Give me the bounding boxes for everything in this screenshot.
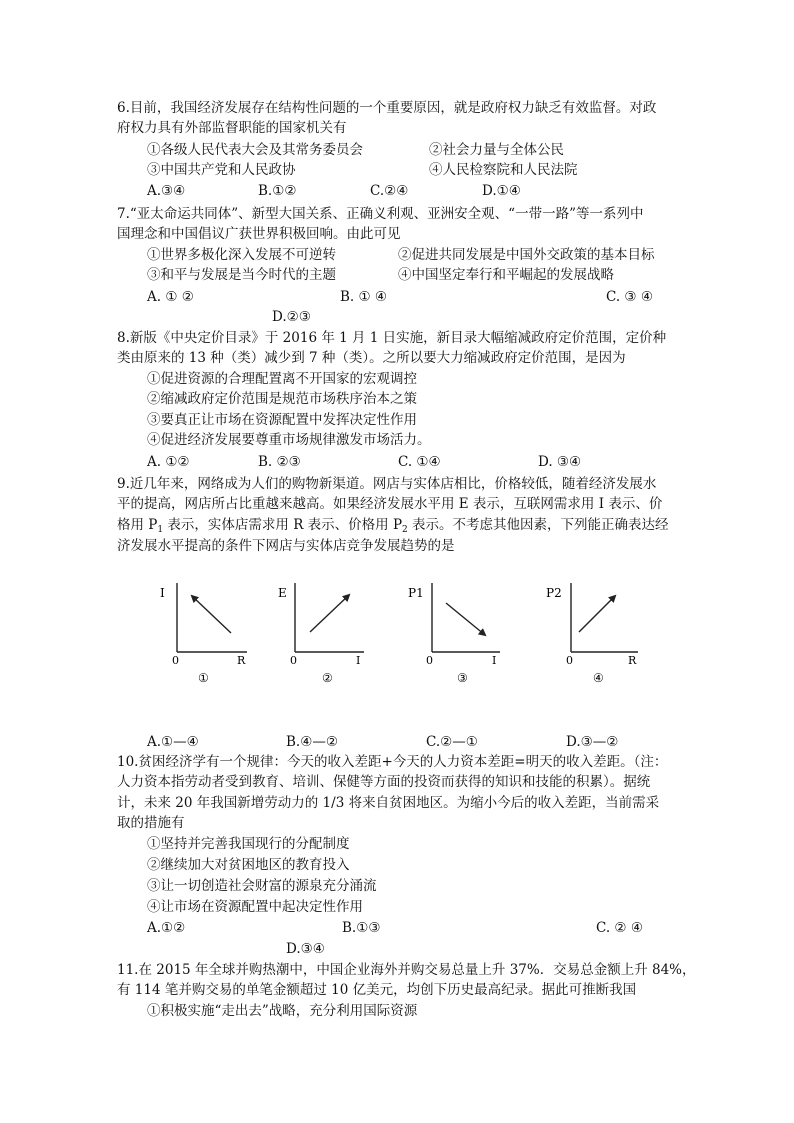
q6-stem-line2: 府权力具有外部监督职能的国家机关有 xyxy=(117,120,347,136)
q10-answer-d: D.③④ xyxy=(286,941,325,957)
graph-1-trend-arrow xyxy=(192,596,231,633)
graph-2-trend-arrow xyxy=(310,595,349,632)
q9-answer-b: B.④—② xyxy=(286,734,338,750)
graph-1-x-label: R xyxy=(237,654,246,667)
graph-4 xyxy=(546,583,638,685)
q8-option-2: ②缩减政府定价范围是规范市场秩序治本之策 xyxy=(147,391,417,407)
q9-answer-c: C.②—① xyxy=(426,734,478,750)
q7-stem-line2: 国理念和中国倡议广获世界积极回响。由此可见 xyxy=(117,226,401,242)
graph-3-caption: ③ xyxy=(457,671,468,685)
q10-stem-line4: 取的措施有 xyxy=(117,815,185,831)
q10-stem-line1: 10.贫困经济学有一个规律：今天的收入差距+今天的人力资本差距=明天的收入差距。（注： xyxy=(117,754,668,770)
q8-option-1: ①促进资源的合理配置离不开国家的宏观调控 xyxy=(147,371,417,387)
graph-3-y-label: P1 xyxy=(408,586,424,600)
q10-option-1: ①坚持并完善我国现行的分配制度 xyxy=(147,836,350,852)
q6-option-2: ②社会力量与全体公民 xyxy=(429,142,564,158)
q11-option-1: ①积极实施“走出去”战略，充分利用国际资源 xyxy=(147,1003,418,1019)
graph-3-trend-arrow xyxy=(446,603,485,635)
graph-3-origin: 0 xyxy=(426,654,433,667)
q7-answer-c: C. ③ ④ xyxy=(606,289,653,305)
q6-answer-d: D.①④ xyxy=(482,183,521,199)
graph-4-caption: ④ xyxy=(593,671,604,685)
q10-answer-a: A.①② xyxy=(147,920,186,936)
graph-2-x-label: I xyxy=(356,654,361,667)
q6-answer-c: C.②④ xyxy=(370,183,409,199)
q10-answer-c: C. ② ④ xyxy=(596,920,643,936)
q10-option-3: ③让一切创造社会财富的源泉充分涌流 xyxy=(147,878,377,894)
q7-stem-line1: 7.“亚太命运共同体”、新型大国关系、正确义利观、亚洲安全观、“一带一路”等一系列中 xyxy=(117,206,644,222)
q8-stem-line1: 8.新版《中央定价目录》于 2016 年 1 月 1 日实施，新目录大幅缩减政府定价范围，定价种 xyxy=(117,330,667,346)
q11-stem-line1: 11.在 2015 年全球并购热潮中，中国企业海外并购交易总量上升 37%．交易总金额上升 84%， xyxy=(117,962,696,978)
q8-answer-c: C. ①④ xyxy=(398,454,441,470)
graph-4-origin: 0 xyxy=(566,654,573,667)
q7-option-1: ①世界多极化深入发展不可逆转 xyxy=(147,247,336,263)
graph-1-y-label: I xyxy=(160,586,165,600)
q10-stem-line2: 人力资本指劳动者受到教育、培训、保健等方面的投资而获得的知识和技能的积累）。据统 xyxy=(117,774,651,790)
q8-answer-b: B. ②③ xyxy=(258,454,301,470)
q9-answer-d: D.③—② xyxy=(566,734,619,750)
q8-option-4: ④促进经济发展要尊重市场规律激发市场活力。 xyxy=(147,432,431,448)
graph-2-y-label: E xyxy=(278,586,287,600)
graph-3 xyxy=(408,583,500,685)
q6-option-3: ③中国共产党和人民政协 xyxy=(147,162,296,178)
q7-option-2: ②促进共同发展是中国外交政策的基本目标 xyxy=(398,247,655,263)
q9-stem-line3: 格用 $P_1$ 表示，实体店需求用 R 表示、价格用 $P_2$ 表示。不考虑其他因素，下列能正确表达经 xyxy=(117,517,669,535)
graph-4-y-label: P2 xyxy=(546,586,562,600)
graph-4-x-label: R xyxy=(628,654,637,667)
graph-1-origin: 0 xyxy=(172,654,179,667)
graph-1-caption: ① xyxy=(198,671,209,685)
q6-option-1: ①各级人民代表大会及其常务委员会 xyxy=(147,142,363,158)
q8-option-3: ③要真正让市场在资源配置中发挥决定性作用 xyxy=(147,412,417,428)
q10-option-4: ④让市场在资源配置中起决定性作用 xyxy=(147,899,363,915)
graph-4-trend-arrow xyxy=(579,596,615,632)
q9-answer-a: A.①—④ xyxy=(147,734,199,750)
q7-answer-a: A. ① ② xyxy=(147,289,194,305)
q9-stem-line4: 济发展水平提高的条件下网店与实体店竞争发展趋势的是 xyxy=(117,538,455,554)
q7-answer-b: B. ① ④ xyxy=(340,289,387,305)
q6-option-4: ④人民检察院和人民法院 xyxy=(429,162,578,178)
q11-stem-line2: 有 114 笔并购交易的单笔金额超过 10 亿美元，均创下历史最高纪录。据此可推断我国 xyxy=(117,982,637,998)
q9-stem-line1: 9.近几年来，网络成为人们的购物新渠道。网店与实体店相比，价格较低，随着经济发展水 xyxy=(117,476,657,492)
q8-answer-d: D. ③④ xyxy=(538,454,582,470)
graph-2-origin: 0 xyxy=(290,654,297,667)
graph-2 xyxy=(278,583,364,685)
graph-2-caption: ② xyxy=(322,671,333,685)
graph-1 xyxy=(160,583,247,685)
q10-stem-line3: 计，未来 20 年我国新增劳动力的 1/3 将来自贫困地区。为缩小今后的收入差距，当前需采 xyxy=(117,795,660,811)
q7-answer-d: D.②③ xyxy=(272,309,311,325)
q7-option-3: ③和平与发展是当今时代的主题 xyxy=(147,267,336,283)
q7-option-4: ④中国坚定奉行和平崛起的发展战略 xyxy=(398,267,614,283)
q8-stem-line2: 类由原来的 13 种（类）减少到 7 种（类）。之所以要大力缩减政府定价范围，是因为 xyxy=(117,350,626,366)
q6-answer-b: B.①② xyxy=(258,183,297,199)
q8-answer-a: A. ①② xyxy=(147,454,190,470)
q9-stem-line2: 平的提高，网店所占比重越来越高。如果经济发展水平用 E 表示，互联网需求用 I 表示、价 xyxy=(117,496,663,512)
q10-answer-b: B.①③ xyxy=(342,920,381,936)
q10-option-2: ②继续加大对贫困地区的教育投入 xyxy=(147,857,350,873)
q6-stem-line1: 6.目前，我国经济发展存在结构性问题的一个重要原因，就是政府权力缺乏有效监督。对政 xyxy=(117,100,657,116)
q6-answer-a: A.③④ xyxy=(147,183,186,199)
graph-3-x-label: I xyxy=(492,654,497,667)
